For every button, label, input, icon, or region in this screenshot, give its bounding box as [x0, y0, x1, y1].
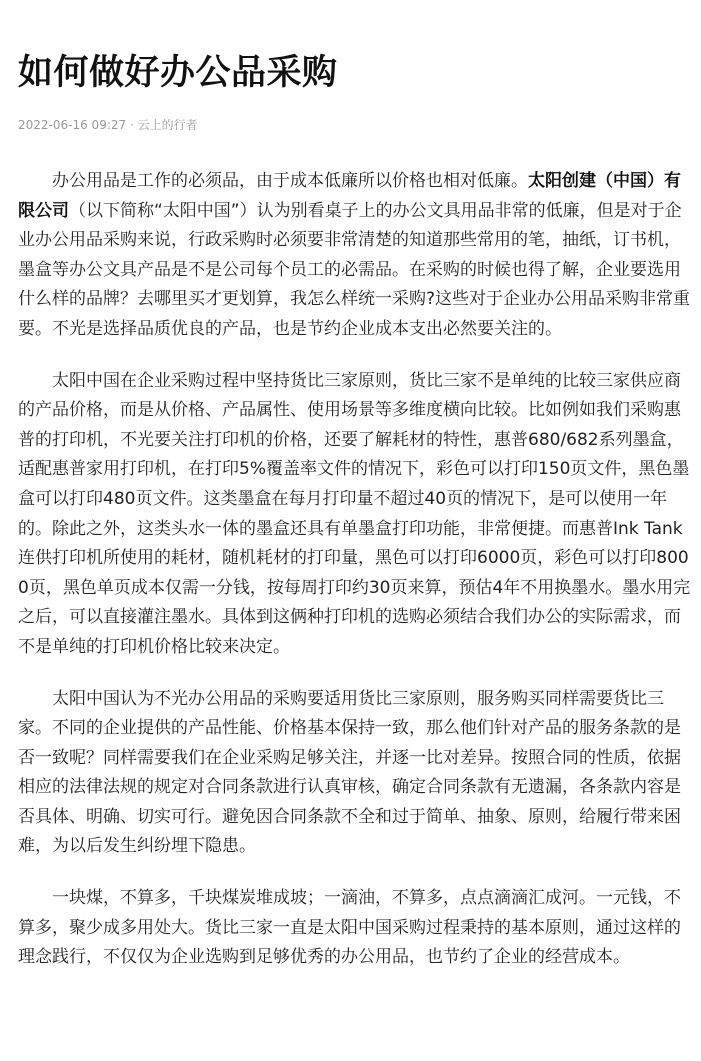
- paragraph-1-rest: （以下简称“太阳中国”）认为别看桌子上的办公文具用品非常的低廉，但是对于企业办公用品采购来说，行政采购时必须要非常清楚的知道那些常用的笔，抽纸，订书机，墨盒等办公文具产品是不是公司每个员工的必需品。在采购的时候也得了解，企业要选用什么样的品牌？去哪里买才更划算，我怎么样统一采购?这些对于企业办公用品采购非常重要。不光是选择品质优良的产品，也是节约企业成本支出必然要关注的。: [18, 200, 691, 339]
- paragraph-4: 一块煤，不算多，千块煤炭堆成坡；一滴油，不算多，点点滴滴汇成河。一元钱，不算多，聚少成多用处大。货比三家一直是太阳中国采购过程秉持的基本原则，通过这样的理念践行，不仅仅为企业选购到足够优秀的办公用品，也节约了企业的经营成本。: [18, 888, 681, 968]
- paragraph-1: [18, 167, 693, 345]
- paragraph-2: 太阳中国在企业采购过程中坚持货比三家原则，货比三家不是单纯的比较三家供应商的产品价格，而是从价格、产品属性、使用场景等多维度横向比较。比如例如我们采购惠普的打印机，不光要关注打印机的价格，还要了解耗材的特性，惠普680/682系列墨盒，适配惠普家用打印机，在打印5%覆盖率文件的情况下，彩色可以打印150页文件，黑色墨盒可以打印480页文件。这类墨盒在每月打印量不超过40页的情况下，是可以使用一年的。除此之外，这类头水一体的墨盒还具有单墨盒打印功能，非常便捷。而惠普Ink Tank连供打印机所使用的耗材，随机耗材的打印量，黑色可以打印6000页，彩色可以打印8000页，黑色单页成本仅需一分钱，按每周打印约30页来算，预估4年不用换墨水。墨水用完之后，可以直接灌注墨水。具体到这俩种打印机的选购必须结合我们办公的实际需求，而不是单纯的打印机价格比较来决定。: [18, 370, 691, 657]
- company-name: 太阳创建（中国）有限公司: [18, 171, 681, 221]
- article-title: 如何做好办公品采购: [18, 53, 338, 93]
- paragraph-3: 太阳中国认为不光办公用品的采购要适用货比三家原则，服务购买同样需要货比三家。不同的企业提供的产品性能、价格基本保持一致，那么他们针对产品的服务条款的是否一致呢？同样需要我们在企业采购足够关注，并逐一比对差异。按照合同的性质，依据相应的法律法规的规定对合同条款进行认真审核，确定合同条款有无遗漏，各条款内容是否具体、明确、切实可行。避免因合同条款不全和过于简单、抽象、原则，给履行带来困难，为以后发生纠纷埋下隐患。: [18, 688, 681, 857]
- paragraph-1-intro: 办公用品是工作的必须品，由于成本低廉所以价格也相对低廉。: [52, 171, 528, 191]
- article-body: [18, 167, 693, 973]
- article-meta: 2022-06-16 09:27 · 云上的行者: [18, 118, 198, 132]
